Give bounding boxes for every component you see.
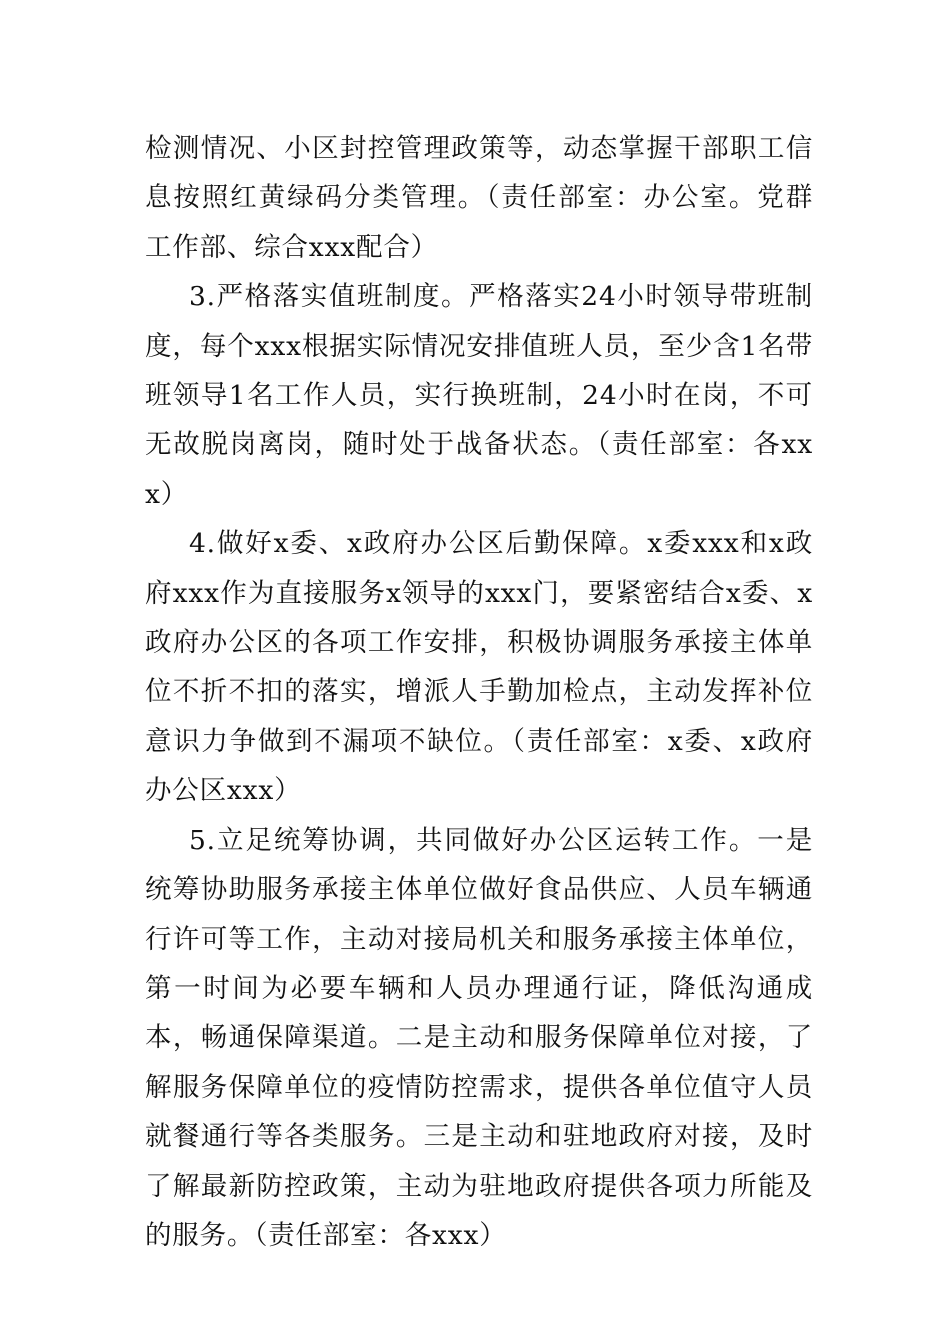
paragraph-item-3: 3.严格落实值班制度。严格落实24小时领导带班制度，每个xxx根据实际情况安排值班人员，至少含1名带班领导1名工作人员，实行换班制，24小时在岗，不可无故脱岗离岗，随时处于战备状态。（责任部室：各xxx） bbox=[145, 281, 813, 510]
paragraph-item-5: 5.立足统筹协调，共同做好办公区运转工作。一是统筹协助服务承接主体单位做好食品供应、人员车辆通行许可等工作，主动对接局机关和服务承接主体单位，第一时间为必要车辆和人员办理通行证，降低沟通成本，畅通保障渠道。二是主动和服务保障单位对接，了解服务保障单位的疫情防控需求，提供各单位值守人员就餐通行等各类服务。三是主动和驻地政府对接，及时了解最新防控政策，主动为驻地政府提供各项力所能及的服务。（责任部室：各xxx） bbox=[145, 824, 813, 1251]
paragraph-continuation: 检测情况、小区封控管理政策等，动态掌握干部职工信息按照红黄绿码分类管理。（责任部室：办公室。党群工作部、综合xxx配合） bbox=[145, 133, 813, 263]
document-body bbox=[145, 124, 813, 1260]
paragraph-item-4: 4.做好x委、x政府办公区后勤保障。x委xxx和x政府xxx作为直接服务x领导的xxx门，要紧密结合x委、x政府办公区的各项工作安排，积极协调服务承接主体单位不折不扣的落实，增派人手勤加检点，主动发挥补位意识力争做到不漏项不缺位。（责任部室：x委、x政府办公区xxx） bbox=[145, 528, 813, 807]
